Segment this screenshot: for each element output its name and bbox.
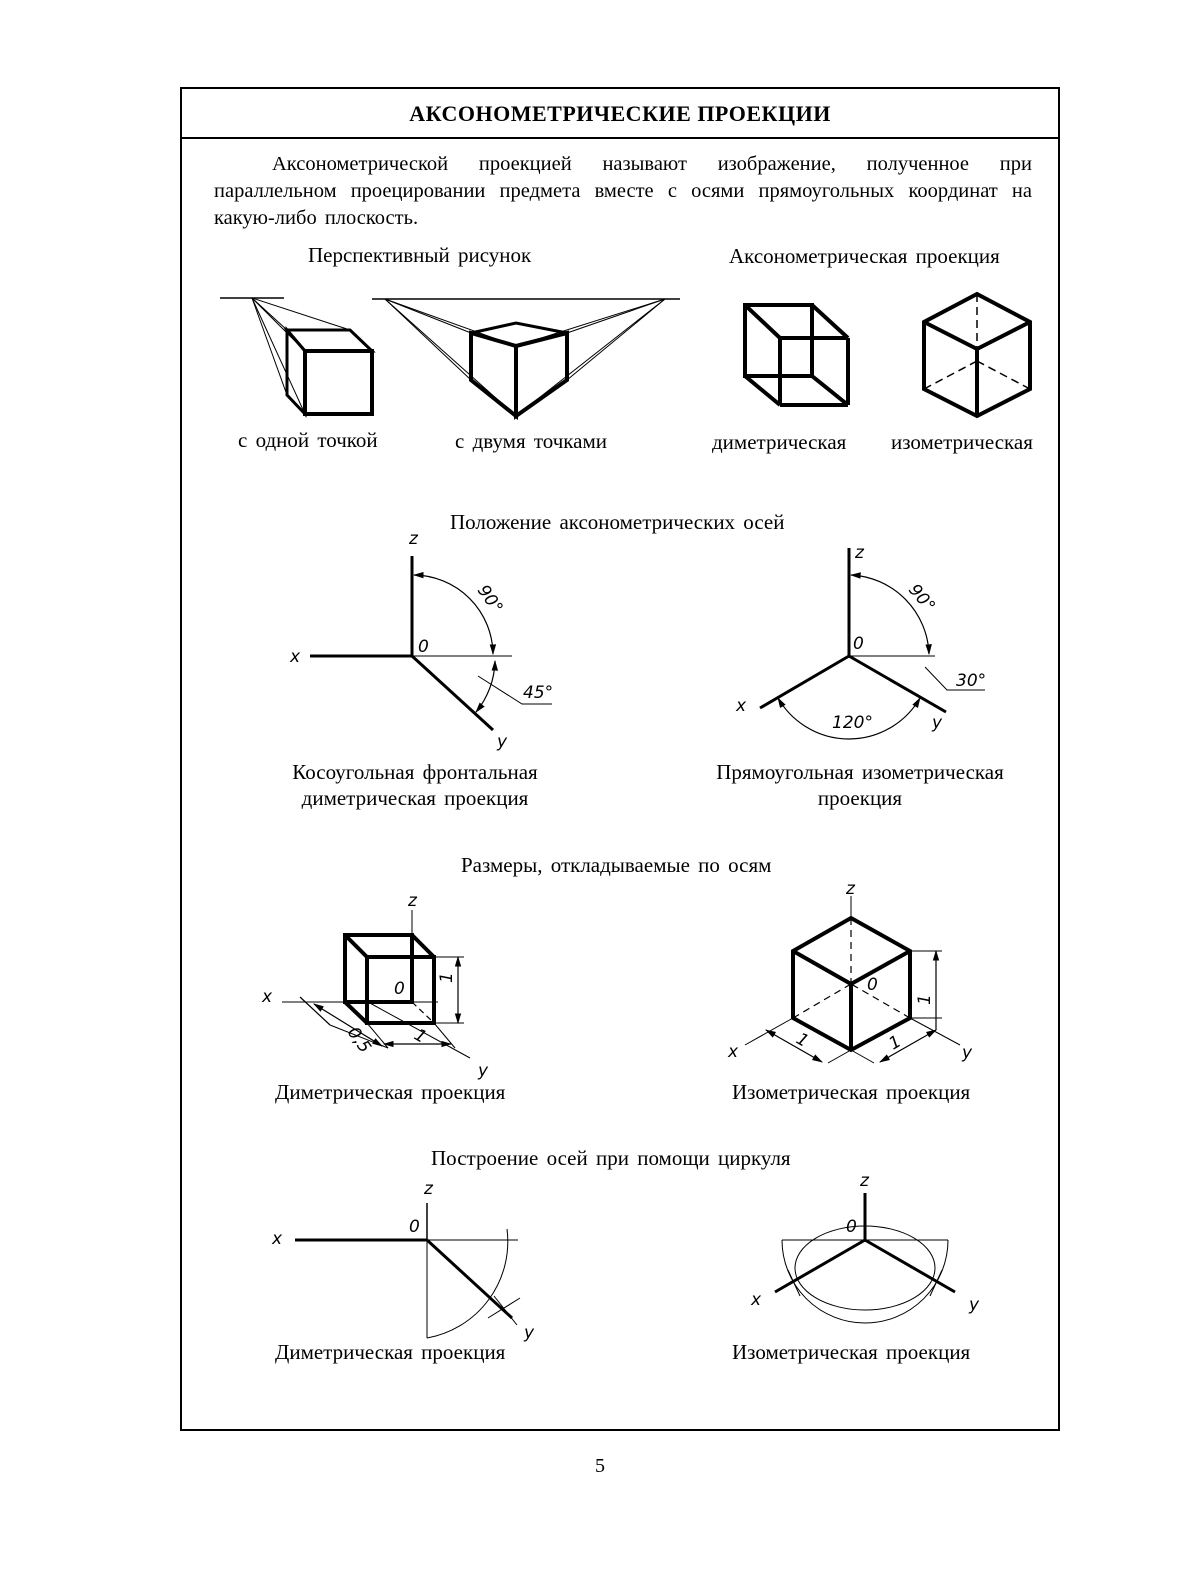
caption-line: проекция — [817, 786, 903, 810]
origin-label: 0 — [418, 637, 429, 657]
origin-label: 0 — [394, 979, 405, 999]
caption-dimetric-compass: Диметрическая проекция — [275, 1340, 506, 1364]
caption-dimetric-sizes: Диметрическая проекция — [275, 1080, 506, 1104]
heading-dimensions: Размеры, откладываемые по осям — [461, 853, 772, 877]
dimension-x: 1 — [792, 1029, 812, 1052]
dimension-z: 1 — [437, 972, 457, 983]
angle-label-90: 90° — [904, 580, 939, 617]
caption-isometric-sizes: Изометрическая проекция — [732, 1080, 971, 1104]
angle-label-120: 120° — [832, 713, 873, 733]
dimetric-cube — [745, 305, 848, 405]
isometric-dimension-cube — [745, 896, 960, 1063]
one-point-perspective-cube — [220, 298, 372, 414]
axis-label-x: x — [728, 1042, 739, 1062]
dimension-y: 1 — [885, 1031, 905, 1055]
axis-label-z: z — [855, 543, 864, 563]
page-title: АКСОНОМЕТРИЧЕСКИЕ ПРОЕКЦИИ — [182, 89, 1058, 139]
axis-label-z: z — [846, 879, 855, 899]
axis-label-y: y — [932, 713, 943, 733]
isometric-axes-diagram — [760, 548, 985, 739]
axis-label-y: y — [524, 1323, 535, 1343]
caption-one-point: с одной точкой — [238, 428, 378, 452]
axis-label-x: x — [290, 647, 301, 667]
axis-label-x: x — [751, 1290, 762, 1310]
page-number: 5 — [595, 1455, 605, 1477]
caption-line: Прямоугольная изометрическая — [716, 760, 1004, 784]
origin-label: 0 — [409, 1217, 420, 1237]
dimension-y: 0,5 — [342, 1023, 375, 1058]
heading-axonometric: Аксонометрическая проекция — [729, 244, 1000, 268]
axis-label-y: y — [962, 1043, 973, 1063]
axis-label-x: x — [272, 1229, 283, 1249]
axis-label-z: z — [408, 891, 417, 911]
heading-compass: Построение осей при помощи циркуля — [431, 1146, 791, 1170]
dimension-z: 1 — [915, 994, 935, 1005]
caption-line: диметрическая проекция — [301, 786, 529, 810]
axis-label-y: y — [969, 1295, 980, 1315]
caption-isometric: изометрическая — [891, 430, 1033, 454]
isometric-cube — [924, 294, 1030, 416]
dimension-x: 1 — [410, 1025, 430, 1048]
caption-isometric-compass: Изометрическая проекция — [732, 1340, 971, 1364]
two-point-perspective-cube — [372, 299, 680, 416]
caption-line: Косоугольная фронтальная — [292, 760, 538, 784]
angle-label-90: 90° — [472, 581, 507, 618]
angle-label-45: 45° — [523, 683, 554, 703]
axis-label-x: x — [262, 987, 273, 1007]
caption-dimetric: диметрическая — [712, 430, 847, 454]
heading-axes-position: Положение аксонометрических осей — [450, 510, 785, 534]
dimetric-dimension-cube — [282, 910, 470, 1058]
axis-label-z: z — [409, 529, 418, 549]
axis-label-z: z — [860, 1171, 869, 1191]
origin-label: 0 — [846, 1217, 857, 1237]
oblique-axes-diagram — [310, 556, 552, 730]
axis-label-z: z — [424, 1179, 433, 1199]
axis-label-x: x — [736, 696, 747, 716]
axis-label-y: y — [497, 732, 508, 752]
heading-perspective: Перспективный рисунок — [308, 243, 532, 267]
angle-label-30: 30° — [956, 671, 987, 691]
dimetric-compass-construction — [295, 1203, 520, 1338]
axis-label-y: y — [478, 1061, 489, 1081]
origin-label: 0 — [867, 975, 878, 995]
origin-label: 0 — [853, 634, 864, 654]
intro-paragraph: Аксонометрической проекцией называют изображение, полученное при параллельном проецировании предмета вместе с осями прямоугольных координат на какую-либо плоскость. — [214, 153, 1032, 229]
caption-two-points: с двумя точками — [455, 429, 608, 453]
isometric-compass-construction — [775, 1193, 955, 1323]
